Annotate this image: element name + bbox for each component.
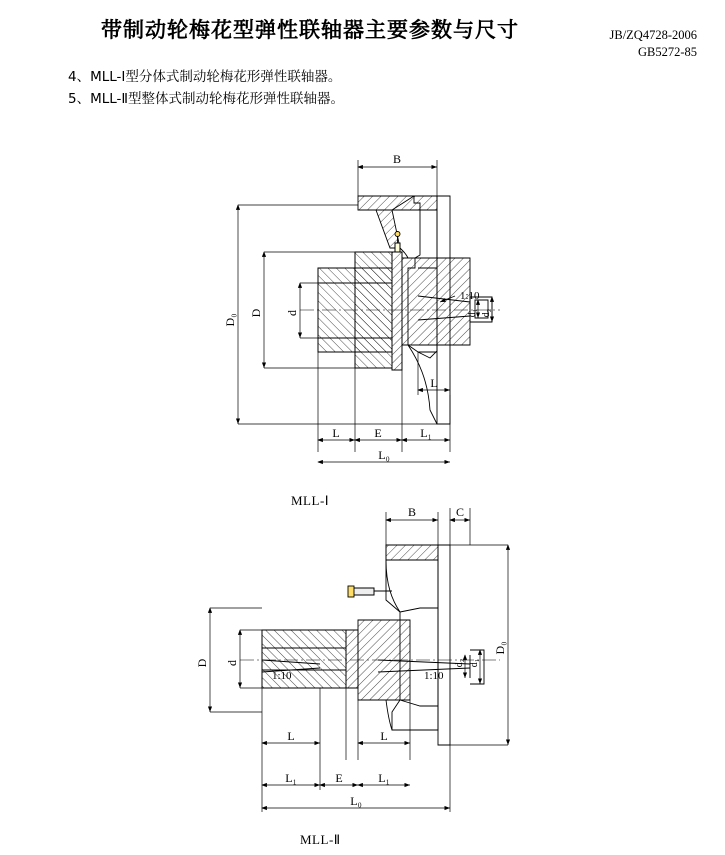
- dim-label-E: E: [335, 771, 343, 785]
- dim-label-L0: L₀: [378, 448, 390, 462]
- dim-label-L0: L₀: [350, 794, 362, 808]
- dim-label-D0: D₀: [493, 641, 507, 655]
- figure-caption-mll-1: MLL-Ⅰ: [291, 493, 330, 508]
- dim-label-L1: L₁: [420, 426, 432, 440]
- dim-label-B: B: [392, 152, 402, 166]
- standard-code-1: JB/ZQ4728-2006: [609, 28, 697, 42]
- dim-label-D0: D₀: [223, 313, 237, 327]
- dim-label-B: B: [407, 505, 417, 519]
- taper-label-left: 1:10: [272, 670, 292, 682]
- dim-label-L: L: [380, 729, 388, 743]
- dim-label-d: d: [225, 660, 239, 666]
- figure-caption-mll-2: MLL-Ⅱ: [300, 832, 341, 847]
- dim-label-D: D: [249, 308, 263, 318]
- dim-label-L1: L₁: [378, 771, 390, 785]
- page-title: 带制动轮梅花型弹性联轴器主要参数与尺寸: [101, 18, 519, 42]
- dim-label-C: C: [455, 505, 465, 519]
- taper-label-right: 1:10: [424, 670, 444, 682]
- dim-label-d1: d₁: [469, 658, 480, 668]
- dim-label-d: d: [285, 310, 299, 316]
- dim-label-d1: d₁: [467, 308, 478, 318]
- dim-label-D: D: [195, 658, 209, 668]
- dim-label-L: L: [332, 426, 340, 440]
- dim-label-d2: d₂: [481, 308, 492, 318]
- dim-label-L-right: L: [430, 376, 438, 390]
- standard-code-2: GB5272-85: [637, 45, 697, 59]
- note-item: 5、MLL-Ⅱ型整体式制动轮梅花形弹性联轴器。: [68, 91, 345, 107]
- dim-label-d2: d₂: [454, 658, 465, 668]
- dim-label-E: E: [374, 426, 382, 440]
- dim-label-L: L: [287, 729, 295, 743]
- taper-label: 1:10: [460, 290, 480, 302]
- dim-label-L1: L₁: [285, 771, 297, 785]
- note-item: 4、MLL-Ⅰ型分体式制动轮梅花形弹性联轴器。: [68, 69, 342, 85]
